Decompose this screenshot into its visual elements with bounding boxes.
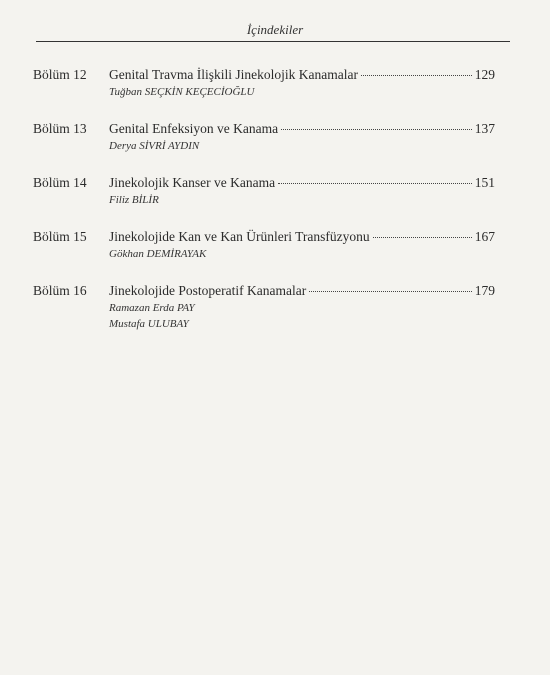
toc-entry-16 (33, 282, 495, 332)
chapter-author: Gökhan DEMİRAYAK (109, 248, 207, 260)
page-number[interactable]: 151 (474, 175, 495, 190)
header-rule (36, 41, 510, 42)
chapter-title[interactable]: Jinekolojide Postoperatif Kanamalar (109, 283, 307, 298)
chapter-author: Derya SİVRİ AYDIN (109, 140, 200, 152)
chapter-number: Bölüm 13 (33, 121, 87, 136)
dot-leader (281, 129, 472, 130)
dot-leader (373, 237, 472, 238)
toc-entry-12 (33, 66, 495, 100)
page-number[interactable]: 179 (474, 283, 495, 298)
dot-leader (309, 291, 472, 292)
chapter-number: Bölüm 16 (33, 283, 87, 298)
chapter-author: Ramazan Erda PAY (109, 302, 195, 314)
table-of-contents (33, 66, 495, 352)
chapter-number: Bölüm 15 (33, 229, 87, 244)
toc-entry-15 (33, 228, 495, 262)
dot-leader (278, 183, 472, 184)
chapter-title[interactable]: Jinekolojik Kanser ve Kanama (109, 175, 276, 190)
running-head: İçindekiler (246, 22, 304, 37)
chapter-title[interactable]: Genital Enfeksiyon ve Kanama (109, 121, 279, 136)
chapter-number: Bölüm 12 (33, 67, 87, 82)
dot-leader (361, 75, 472, 76)
chapter-author: Mustafa ULUBAY (109, 318, 189, 330)
chapter-author: Tuğban SEÇKİN KEÇECİOĞLU (109, 86, 255, 98)
toc-entry-14 (33, 174, 495, 208)
toc-entry-13 (33, 120, 495, 154)
chapter-author: Filiz BİLİR (109, 194, 159, 206)
chapter-title[interactable]: Jinekolojide Kan ve Kan Ürünleri Transfüzyonu (109, 229, 370, 244)
page-number[interactable]: 129 (474, 67, 495, 82)
page-number[interactable]: 137 (474, 121, 495, 136)
chapter-title[interactable]: Genital Travma İlişkili Jinekolojik Kanamalar (109, 67, 358, 82)
chapter-number: Bölüm 14 (33, 175, 87, 190)
page-number[interactable]: 167 (474, 229, 495, 244)
